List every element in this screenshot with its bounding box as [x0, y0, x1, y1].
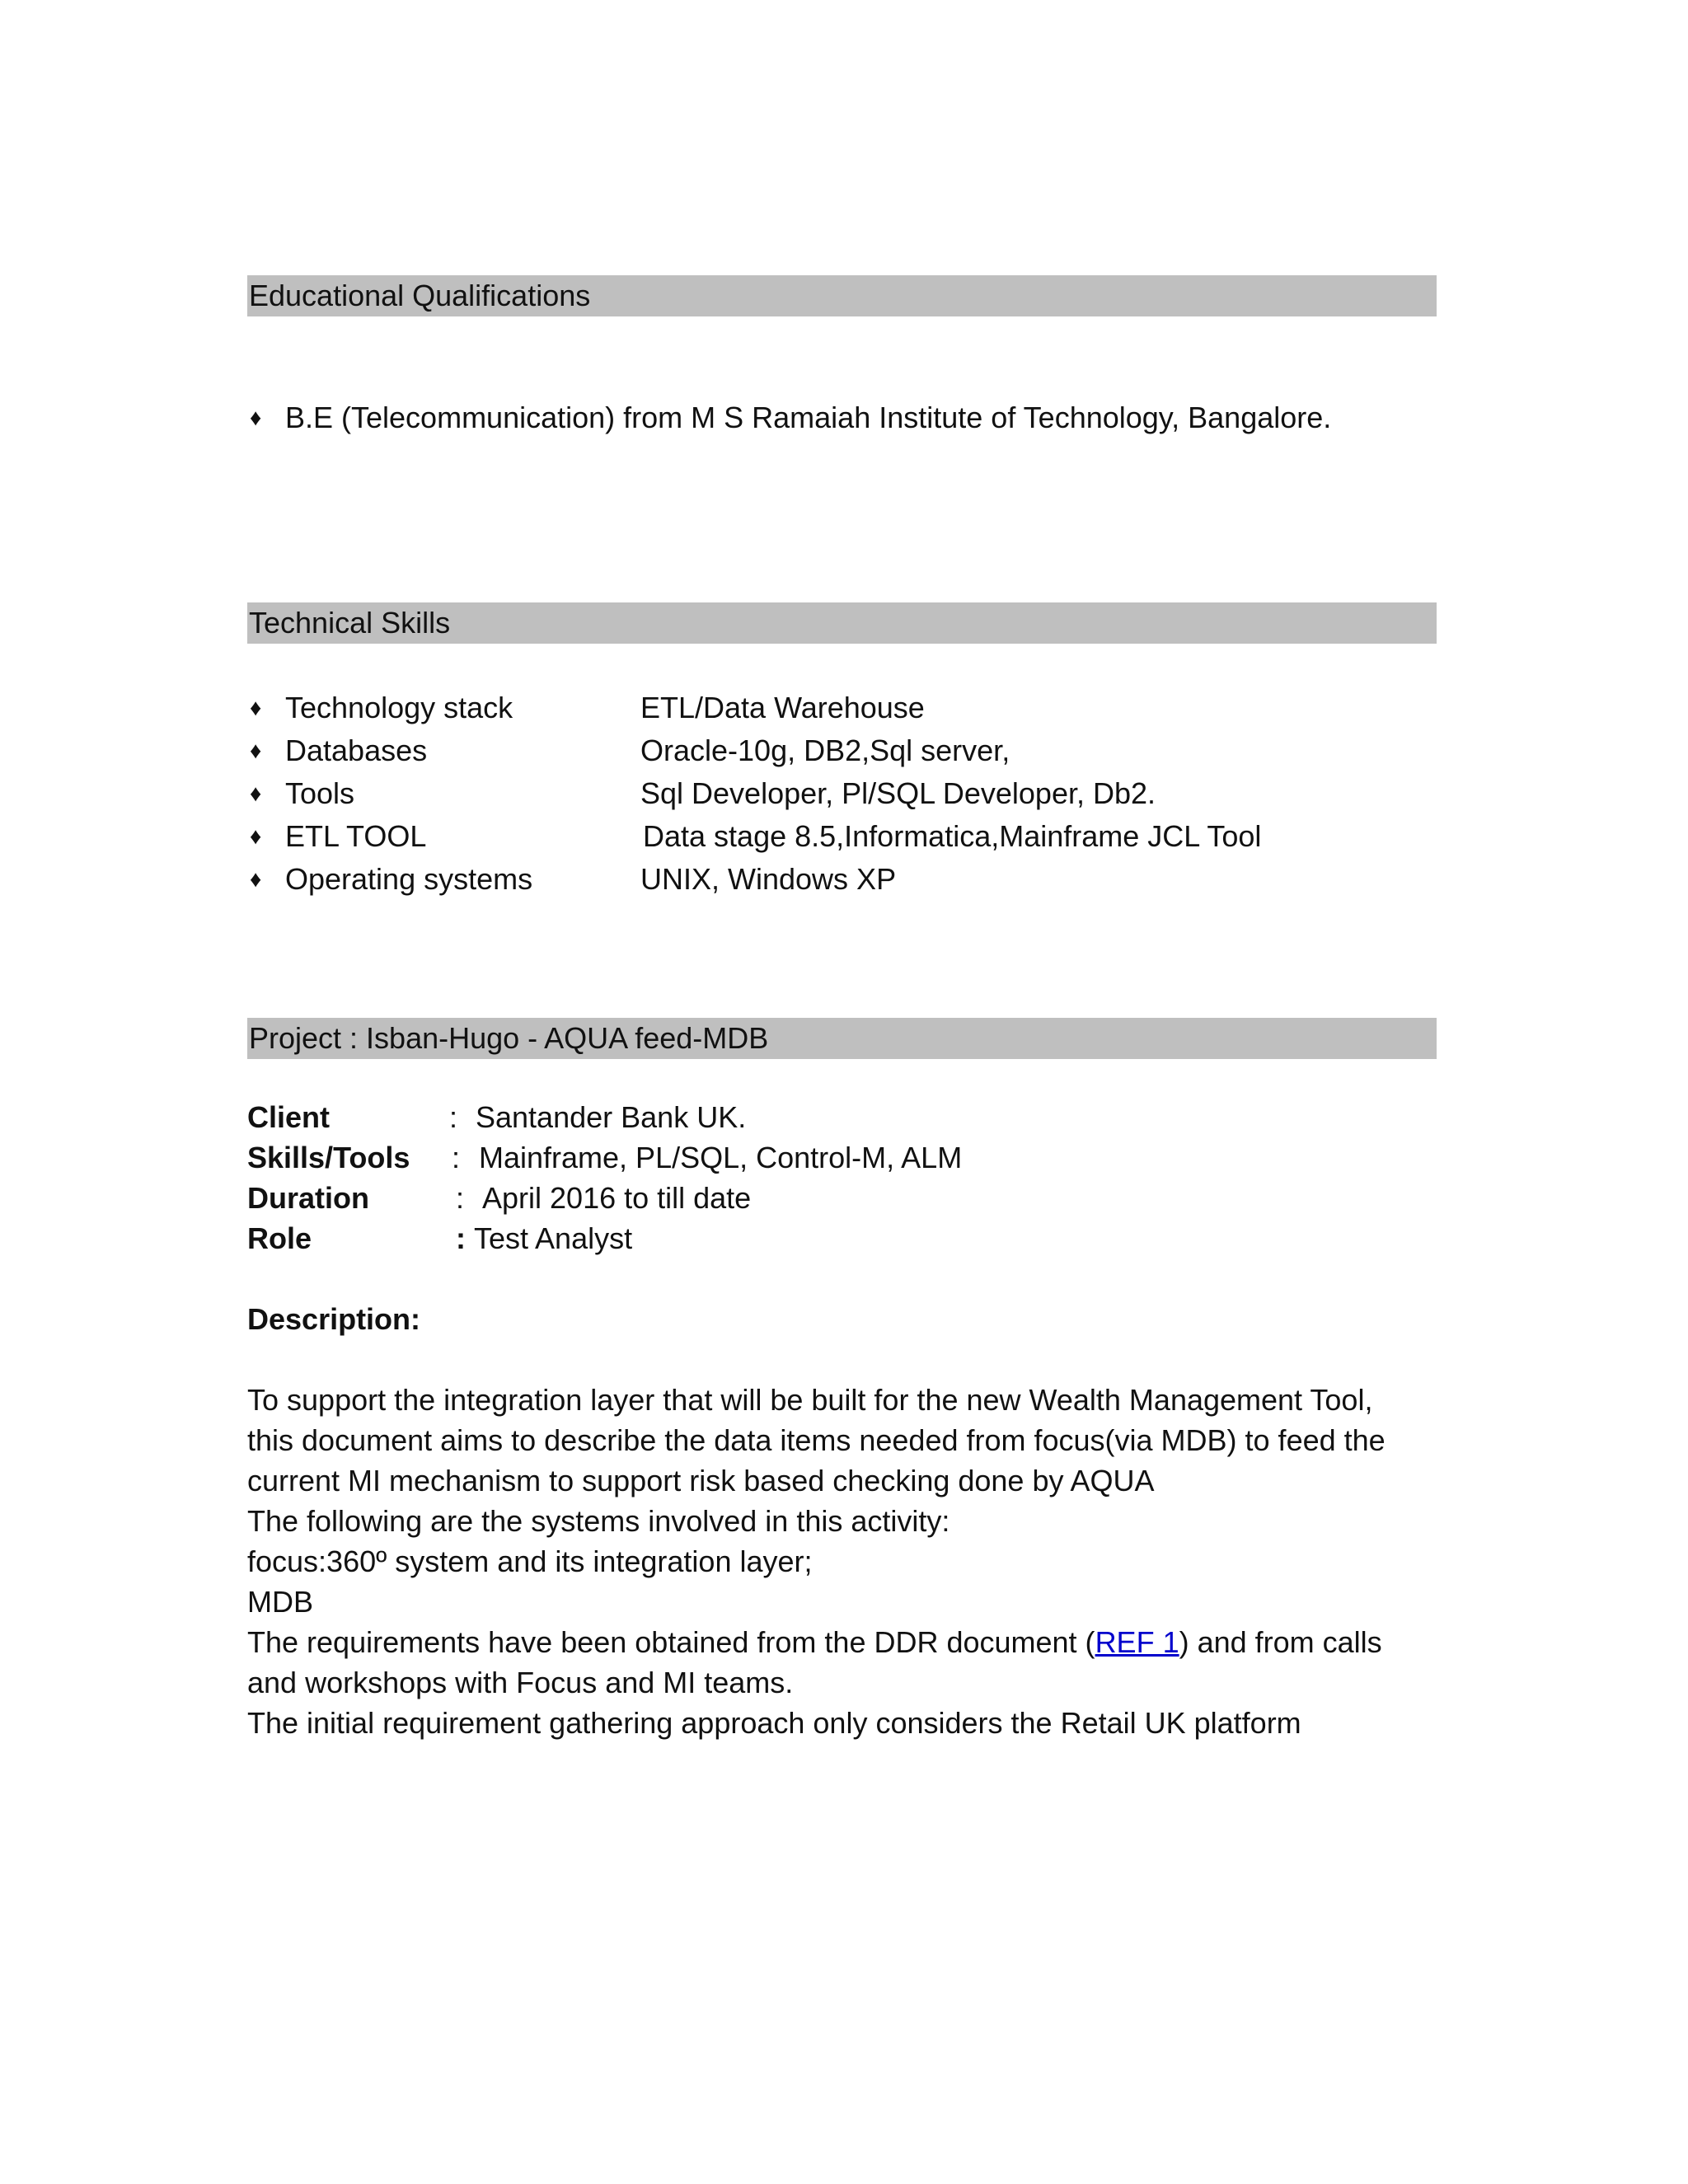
field-separator: :	[449, 1100, 458, 1134]
description-line: and workshops with Focus and MI teams.	[247, 1666, 794, 1699]
field-value-client: Santander Bank UK.	[476, 1100, 747, 1134]
skill-label: Tools	[285, 776, 355, 810]
field-label-role: Role	[247, 1221, 312, 1255]
skill-label: ETL TOOL	[285, 819, 427, 853]
project-heading: Project : Isban-Hugo - AQUA feed-MDB	[247, 1018, 1437, 1059]
field-separator: :	[456, 1181, 465, 1215]
description-line: focus:360º system and its integration layer;	[247, 1544, 813, 1578]
description-line: this document aims to describe the data items needed from focus(via MDB) to feed the	[247, 1423, 1386, 1457]
skill-value: Data stage 8.5,Informatica,Mainframe JCL Tool	[643, 819, 1262, 853]
diamond-bullet-icon: ♦	[250, 866, 262, 892]
diamond-bullet-icon: ♦	[250, 695, 262, 720]
field-label-client: Client	[247, 1100, 331, 1134]
diamond-bullet-icon: ♦	[250, 405, 262, 430]
field-label-duration: Duration	[247, 1181, 369, 1215]
diamond-bullet-icon: ♦	[250, 823, 262, 849]
description-line: The initial requirement gathering approach only considers the Retail UK platform	[247, 1706, 1301, 1740]
diamond-bullet-icon: ♦	[250, 738, 262, 763]
field-separator: :	[456, 1221, 466, 1255]
description-line: MDB	[247, 1585, 313, 1619]
ref-text-before: The requirements have been obtained from the DDR document (	[247, 1625, 1095, 1659]
skill-label: Operating systems	[285, 862, 533, 896]
skill-label: Technology stack	[285, 691, 513, 724]
technical-skills-heading: Technical Skills	[247, 602, 1437, 644]
description-heading: Description:	[247, 1302, 421, 1336]
field-separator: :	[452, 1141, 461, 1174]
field-value-role: Test Analyst	[474, 1221, 633, 1255]
description-line-ref	[247, 1625, 1382, 1660]
skill-value: ETL/Data Warehouse	[640, 691, 925, 724]
ref-text-after: ) and from calls	[1179, 1625, 1382, 1659]
education-item: B.E (Telecommunication) from M S Ramaiah Institute of Technology, Bangalore.	[285, 401, 1332, 434]
diamond-bullet-icon: ♦	[250, 780, 262, 806]
description-line: The following are the systems involved in this activity:	[247, 1504, 950, 1538]
skill-value: Sql Developer, Pl/SQL Developer, Db2.	[640, 776, 1156, 810]
field-value-duration: April 2016 to till date	[482, 1181, 752, 1215]
skill-value: UNIX, Windows XP	[640, 862, 897, 896]
field-value-skills-tools: Mainframe, PL/SQL, Control-M, ALM	[479, 1141, 963, 1174]
description-line: current MI mechanism to support risk based checking done by AQUA	[247, 1464, 1155, 1497]
skill-value: Oracle-10g, DB2,Sql server,	[640, 733, 1010, 767]
description-line: To support the integration layer that will be built for the new Wealth Management Tool,	[247, 1383, 1373, 1417]
skill-label: Databases	[285, 733, 428, 767]
field-label-skills-tools: Skills/Tools	[247, 1141, 410, 1174]
education-heading: Educational Qualifications	[247, 275, 1437, 316]
ref-1-link[interactable]: REF 1	[1095, 1625, 1179, 1659]
